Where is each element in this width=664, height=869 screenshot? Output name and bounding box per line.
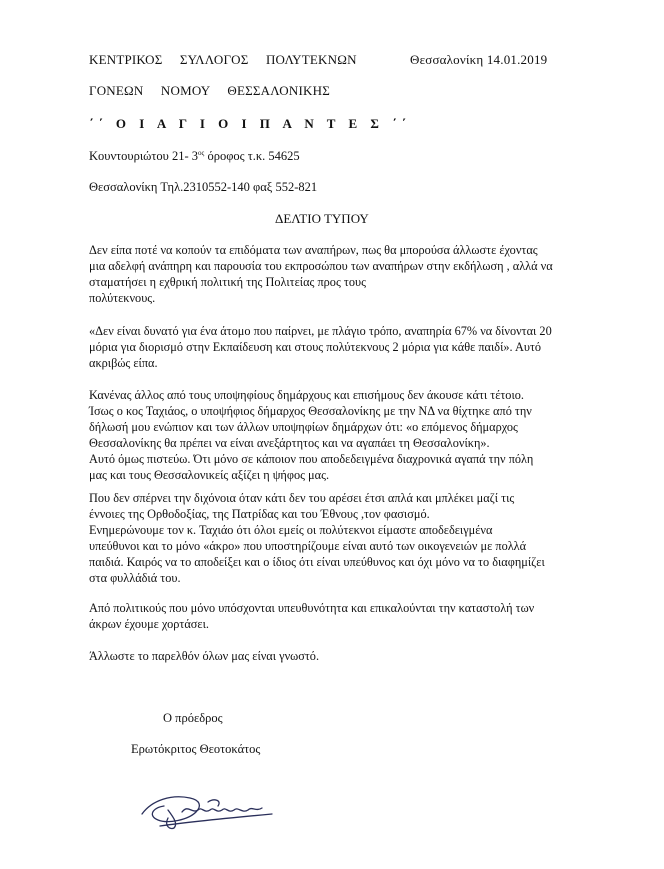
paragraph-6	[89, 648, 579, 664]
paragraph-line: μια αδελφή ανάπηρη και παρουσία του εκπροσώπου των αναπήρων στην εκδήλωση , αλλά να	[89, 259, 553, 273]
organization-phone: Θεσσαλονίκη Τηλ.2310552-140 φαξ 552-821	[89, 180, 318, 194]
paragraph-line: ακριβώς είπα.	[89, 356, 158, 370]
paragraph-line: υπεύθυνοι και το μόνο «άκρο» που υποστηρίζουμε είναι αυτό των οικογενειών με πολλά	[89, 539, 527, 553]
paragraph-3	[89, 387, 579, 483]
address-street: Κουντουριώτου 21- 3	[89, 149, 199, 164]
paragraph-line: Ίσως ο κος Ταχιάος, ο υποψήφιος δήμαρχος Θεσσαλονίκης με την ΝΔ να θίχτηκε από την	[89, 404, 532, 418]
signatory-name: Ερωτόκριτος Θεοτοκάτος	[131, 742, 261, 756]
paragraph-line: δήλωσή μου ενώπιον και των άλλων υποψηφίων δημάρχων ότι: «ο επόμενος δήμαρχος	[89, 420, 518, 434]
paragraph-line: Θεσσαλονίκης θα πρέπει να είναι ανεξάρτητος και να αγαπάει τη Θεσσαλονίκη».	[89, 436, 490, 450]
paragraph-line: Ενημερώνουμε τον κ. Ταχιάο ότι όλοι εμείς οι πολύτεκνοι είμαστε αποδεδειγμένα	[89, 523, 493, 537]
address-rest: όροφος τ.κ. 54625	[204, 149, 300, 164]
paragraph-1	[89, 242, 579, 306]
paragraph-line: έννοιες της Ορθοδοξίας, της Πατρίδας και του Έθνους ,τον φασισμό.	[89, 507, 430, 521]
paragraph-line: Άλλωστε το παρελθόν όλων μας είναι γνωστό.	[89, 649, 320, 663]
paragraph-2	[89, 323, 579, 371]
signatory-role: Ο πρόεδρος	[163, 711, 223, 725]
paragraph-4	[89, 490, 579, 586]
paragraph-line: μας και τους Θεσσαλονικείς αξίζει η ψήφος μας.	[89, 468, 330, 482]
paragraph-line: παιδιά. Καιρός να το αποδείξει και ο ίδιος ότι είναι υπεύθυνος και όχι μόνο να το διαφημίζει	[89, 555, 545, 569]
paragraph-line: στα φυλλάδιά του.	[89, 571, 181, 585]
address-floor-superscript: ος	[198, 149, 205, 157]
paragraph-line: Που δεν σπέρνει την διχόνοια όταν κάτι δεν του αρέσει έτσι απλά και μπλέκει μαζί τις	[89, 491, 515, 505]
paragraph-line: πολύτεκνους.	[89, 291, 156, 305]
organization-title: ΄΄ Ο Ι Α Γ Ι Ο Ι Π Α Ν Τ Ε Σ ΄΄	[89, 116, 411, 131]
document-date: Θεσσαλονίκη 14.01.2019	[410, 52, 548, 67]
paragraph-line: άκρων έχουμε χορτάσει.	[89, 617, 209, 631]
paragraph-line: μόρια για διορισμό στην Εκπαίδευση και στους πολύτεκνους 2 μόρια για κάθε παιδί». Αυτό	[89, 340, 542, 354]
handwritten-signature	[138, 788, 278, 832]
paragraph-line: Από πολιτικούς που μόνο υπόσχονται υπευθυνότητα και επικαλούνται την καταστολή των	[89, 601, 535, 615]
paragraph-line: σταματήσει η εχθρική πολιτική της Πολιτείας προς τους	[89, 275, 366, 289]
organization-address	[89, 149, 300, 164]
paragraph-line: Κανένας άλλος από τους υποψηφίους δημάρχους και επισήμους δεν άκουσε κάτι τέτοιο.	[89, 388, 524, 402]
paragraph-line: «Δεν είναι δυνατό για ένα άτομο που παίρνει, με πλάγιο τρόπο, αναπηρία 67% να δίνονται 20	[89, 324, 552, 338]
paragraph-5	[89, 600, 579, 632]
paragraph-line: Δεν είπα ποτέ να κοπούν τα επιδόματα των αναπήρων, πως θα μπορούσα άλλωστε έχοντας	[89, 243, 538, 257]
organization-name-line1: ΚΕΝΤΡΙΚΟΣ ΣΥΛΛΟΓΟΣ ΠΟΛΥΤΕΚΝΩΝ	[89, 52, 357, 67]
organization-name-line2: ΓΟΝΕΩΝ ΝΟΜΟΥ ΘΕΣΣΑΛΟΝΙΚΗΣ	[89, 83, 330, 98]
press-release-title: ΔΕΛΤΙΟ ΤΥΠΟΥ	[275, 211, 369, 226]
paragraph-line: Αυτό όμως πιστεύω. Ότι μόνο σε κάποιον που αποδεδειγμένα διαχρονικά αγαπά την πόλη	[89, 452, 534, 466]
